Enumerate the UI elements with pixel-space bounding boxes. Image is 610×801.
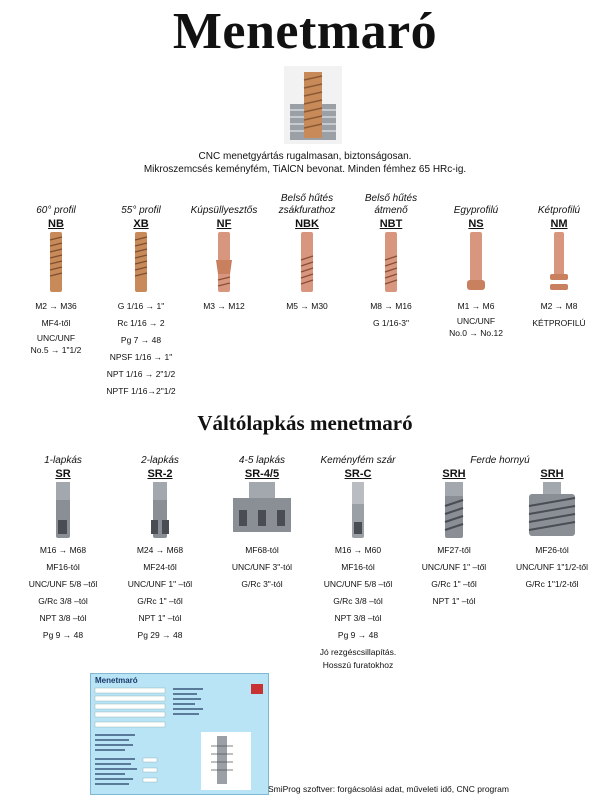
tool-header <box>414 455 494 467</box>
thread-mill-image <box>16 230 96 294</box>
tool-header: 60° profil <box>36 205 76 216</box>
tool-code: XB <box>133 218 149 230</box>
thread-mill-hero-image <box>284 66 342 144</box>
tool-column-nbt: Belső hűtés átmenő NBT M8 → M16 G 1/16-3" <box>351 193 431 332</box>
software-window-title: Menetmaró <box>95 676 138 685</box>
thread-mill-image <box>101 230 181 294</box>
intro-text: CNC menetgyártás rugalmasan, biztonságosan. Mikroszemcsés keményfém, TiAlCN bevonat. Minden fémhez 65 HRc-ig. <box>143 151 467 175</box>
tool-column-sr-c: Keményfém szár SR-C M16 → M60 MF16-tól UNC/UNF 5/8 –től G/Rc 3/8 –tól NPT 3/8 –tól Pg 9 → 48 Jó rezgéscsillapítás. Hosszú furatokhoz <box>319 455 397 670</box>
tool-header: Belső hűtés zsákfurathoz <box>278 193 336 216</box>
indexable-mill-image <box>120 480 200 540</box>
software-screenshot <box>90 673 269 795</box>
tool-header: Kúpsüllyesztős <box>190 205 258 216</box>
tool-note: Jó rezgéscsillapítás. Hosszú furatokhoz <box>319 647 397 670</box>
tool-header: Kétprofilú <box>537 205 581 216</box>
tool-column-xb: 55° profil XB G 1/16 → 1" Rc 1/16 → 2 Pg 7 → 48 NPSF 1/16 → 1" NPT 1/16 → 2"1/2 NPTF 1/16→2"1/2 <box>101 193 181 400</box>
tool-header: Keményfém szár <box>320 455 396 466</box>
thread-mill-image <box>519 230 599 294</box>
thread-mill-image <box>267 230 347 294</box>
tool-code: NBT <box>379 218 403 230</box>
tool-header: Egyprofilú <box>453 205 499 216</box>
tool-header: 4-5 lapkás <box>238 455 286 466</box>
tool-code: SR-C <box>344 468 372 480</box>
section-subtitle: Váltólapkás menetmaró <box>197 411 413 435</box>
indexable-mill-image <box>414 480 494 540</box>
srh-group-header: Ferde hornyú <box>470 455 530 466</box>
indexable-mill-image <box>512 480 592 540</box>
tool-code: NS <box>468 218 484 230</box>
tool-column-nf: Kúpsüllyesztős NF M3 → M12 <box>184 193 264 315</box>
tool-header: Belső hűtés átmenő <box>364 193 418 216</box>
tool-header: 55° profil <box>121 205 161 216</box>
thread-mill-image <box>436 230 516 294</box>
tool-code: NF <box>216 218 232 230</box>
page-title: Menetmaró <box>172 3 438 60</box>
tool-header: 2-lapkás <box>141 455 179 466</box>
tool-code: NM <box>550 218 568 230</box>
thread-mill-image <box>184 230 264 294</box>
indexable-mill-image <box>222 480 302 540</box>
tool-column-nb: 60° profil NB M2 → M36 MF4-től UNC/UNF No.5 → 1"1/2 <box>16 193 96 356</box>
thread-mill-image <box>351 230 431 294</box>
tool-header <box>512 455 592 467</box>
tool-column-sr: 1-lapkás SR M16 → M68 MF16-tól UNC/UNF 5/8 –től G/Rc 3/8 –tól NPT 3/8 –tól Pg 9 → 48 <box>23 455 103 644</box>
tool-code: SRH <box>540 468 564 480</box>
software-caption: SmiProg szoftver: forgácsolási adat, műveleti idő, CNC program <box>268 784 509 794</box>
tool-code: SR-4/5 <box>244 468 280 480</box>
tool-column-ns: Egyprofilú NS M1 → M6 UNC/UNF No.0 → No.12 <box>436 193 516 339</box>
tool-code: SRH <box>442 468 466 480</box>
indexable-mill-image <box>23 480 103 540</box>
tool-code: NB <box>48 218 64 230</box>
tool-code: NBK <box>295 218 319 230</box>
software-form-preview <box>91 674 268 794</box>
indexable-mill-image <box>318 480 398 540</box>
tool-column-sr-4-5: 4-5 lapkás SR-4/5 MF68-tól UNC/UNF 3"-tól G/Rc 3"-tól <box>222 455 302 593</box>
tool-column-srh-2: SRH MF26-tól UNC/UNF 1"1/2-től G/Rc 1"1/2-től <box>512 455 592 593</box>
tool-column-srh-1: SRH MF27-től UNC/UNF 1" –től G/Rc 1" –től NPT 1" –tól <box>414 455 494 610</box>
tool-header: 1-lapkás <box>44 455 82 466</box>
tool-code: SR-2 <box>147 468 173 480</box>
tool-column-nbk: Belső hűtés zsákfurathoz NBK M5 → M30 <box>267 193 347 315</box>
tool-code: SR <box>55 468 71 480</box>
tool-column-nm: Kétprofilú NM M2 → M8 KÉTPROFILÚ <box>519 193 599 332</box>
tool-column-sr-2: 2-lapkás SR-2 M24 → M68 MF24-től UNC/UNF 1" –től G/Rc 1" –től NPT 1" –tól Pg 29 → 48 <box>120 455 200 644</box>
